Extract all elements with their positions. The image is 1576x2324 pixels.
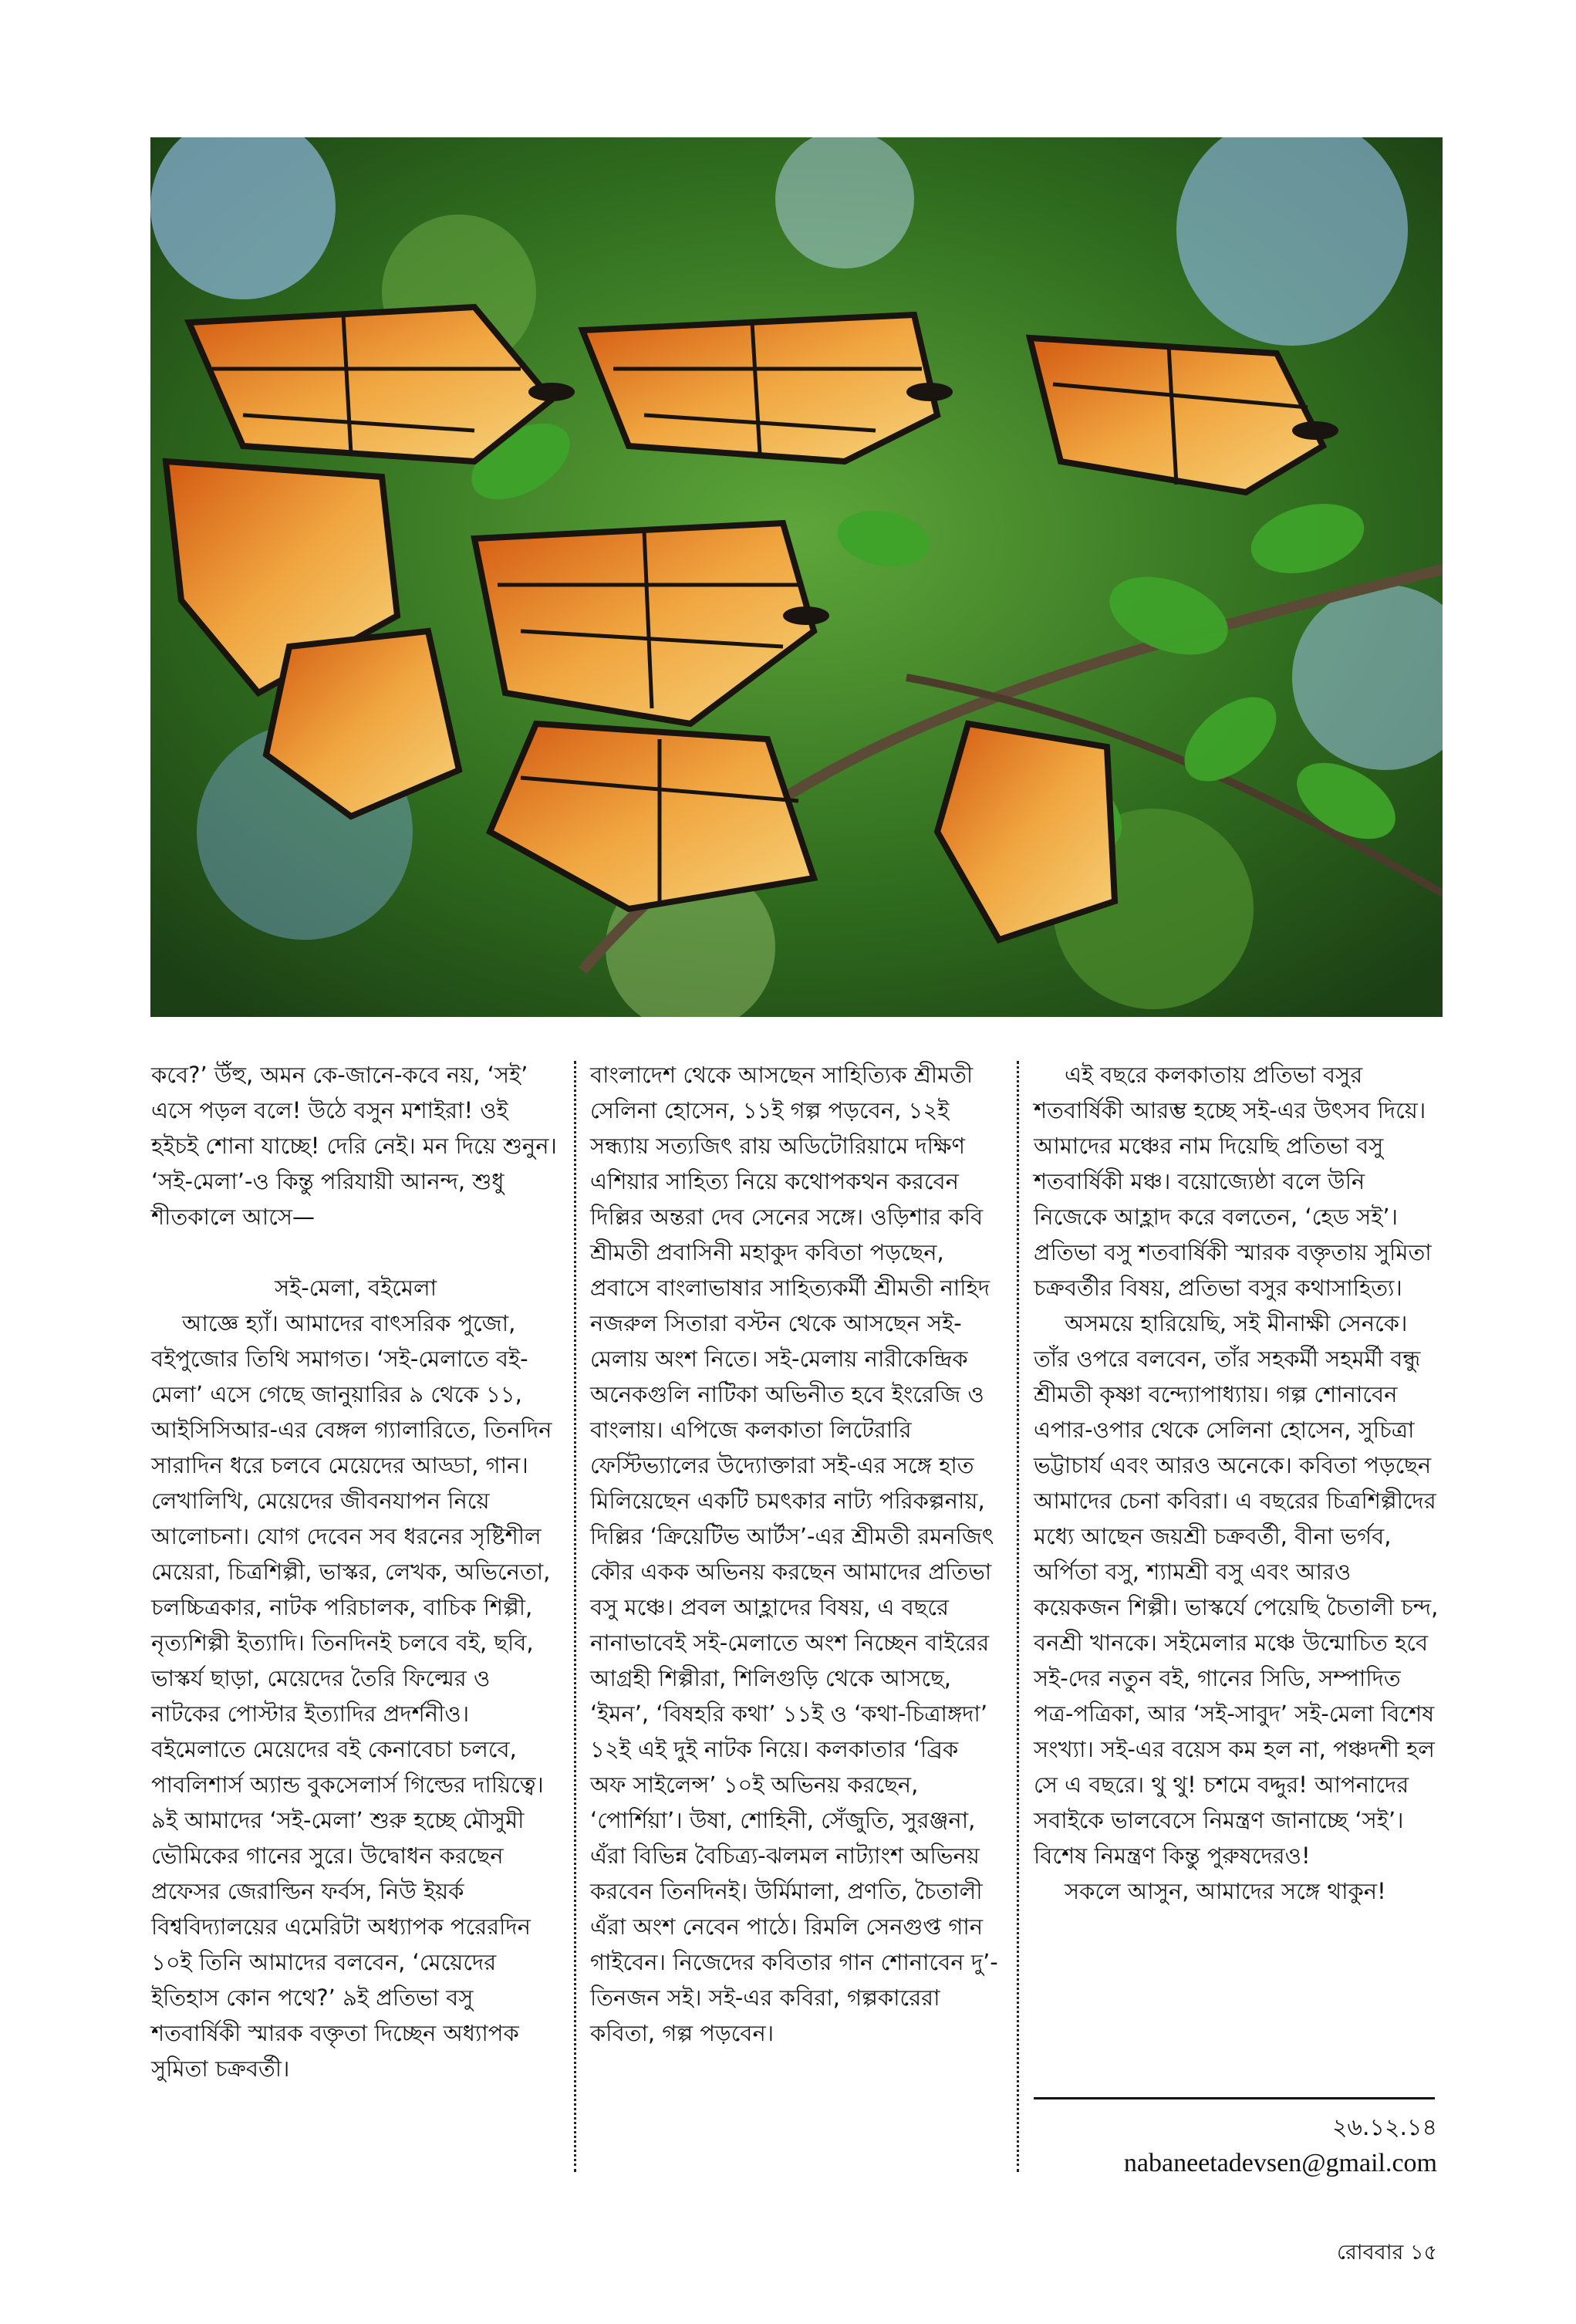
butterflies-photo <box>150 137 1443 1017</box>
signature-rule <box>1034 2097 1435 2099</box>
paragraph: আজ্ঞে হ্যাঁ। আমাদের বাৎসরিক পুজো, বইপুজোর তিথি সমাগত। ‘সই-মেলাতে বই-মেলা’ এসে গেছে জানুয়ারির ৯ থেকে ১১, আইসিসিআর-এর বেঙ্গল গ্যালারিতে, তিনদিন সারাদিন ধরে চলবে মেয়েদের আড্ডা, গান। লেখালিখি, মেয়েদের জীবনযাপন নিয়ে আলোচনা। যোগ দেবেন সব ধরনের সৃষ্টিশীল মেয়েরা, চিত্রশিল্পী, ভাস্কর, লেখক, অভিনেতা, চলচ্চিত্রকার, নাটক পরিচালক, বাচিক শিল্পী, নৃত্যশিল্পী ইত্যাদি। তিনদিনই চলবে বই, ছবি, ভাস্কর্য ছাড়া, মেয়েদের তৈরি ফিল্মের ও নাটকের পোস্টার ইত্যাদির প্রদর্শনীও। বইমেলাতে মেয়েদের বই কেনাবেচা চলবে, পাবলিশার্স অ্যান্ড বুকসেলার্স গিল্ডের দায়িত্বে। ৯ই আমাদের ‘সই-মেলা’ শুরু হচ্ছে মৌসুমী ভৌমিকের গানের সুরে। উদ্বোধন করছেন প্রফেসর জেরাল্ডিন ফর্বস, নিউ ইয়র্ক বিশ্ববিদ্যালয়ের এমেরিটা অধ্যাপক পরেরদিন ১০ই তিনি আমাদের বলবেন, ‘মেয়েদের ইতিহাস কোন পথে?’ ৯ই প্রতিভা বসু শতবার্ষিকী স্মারক বক্তৃতা দিচ্ছেন অধ্যাপক সুমিতা চক্রবর্তী। <box>151 1310 552 2082</box>
closing-line: সকলে আসুন, আমাদের সঙ্গে থাকুন! <box>1065 1878 1386 1904</box>
article-column-2 <box>590 1057 999 2051</box>
article-column-3 <box>1034 1057 1443 1909</box>
page-footer: রোববার ১৫ <box>1337 2241 1437 2265</box>
paragraph: কবে?’ উঁহু, অমন কে-জানে-কবে নয়, ‘সই’ এসে পড়ল বলে! উঠে বসুন মশাইরা! ওই হইচই শোনা যাচ্ছে! দেরি নেই। মন দিয়ে শুনুন। ‘সই-মেলা’-ও কিন্তু পরিযায়ী আনন্দ, শুধু শীতকালে আসে— <box>151 1062 557 1230</box>
author-email: nabaneetadevsen@gmail.com <box>1123 2149 1437 2177</box>
article-date: ২৬.১২.১৪ <box>1332 2114 1437 2141</box>
monarch-butterflies-photo-icon <box>150 137 1443 1017</box>
paragraph: অসময়ে হারিয়েছি, সই মীনাক্ষী সেনকে। তাঁর ওপরে বলবেন, তাঁর সহকর্মী সহমর্মী বন্ধু শ্রীমতী কৃষ্ণা বন্দ্যোপাধ্যায়। গল্প শোনাবেন এপার-ওপার থেকে সেলিনা হোসেন, সুচিত্রা ভট্টাচার্য এবং আরও অনেকে। কবিতা পড়ছেন আমাদের চেনা কবিরা। এ বছরের চিত্রশিল্পীদের মধ্যে আছেন জয়শ্রী চক্রবর্তী, বীনা ভর্গব, অর্পিতা বসু, শ্যামশ্রী বসু এবং আরও কয়েকজন শিল্পী। ভাস্কর্যে পেয়েছি চৈতালী চন্দ, বনশ্রী খানকে। সইমেলার মঞ্চে উন্মোচিত হবে সই-দের নতুন বই, গানের সিডি, সম্পাদিত পত্র-পত্রিকা, আর ‘সই-সাবুদ’ সই-মেলা বিশেষ সংখ্যা। সই-এর বয়েস কম হল না, পঞ্চদশী হল সে এ বছরে। থু থু! চশমে বদ্দুর! আপনাদের সবাইকে ভালবেসে নিমন্ত্রণ জানাচ্ছে ‘সই’। বিশেষ নিমন্ত্রণ কিন্তু পুরুষদেরও! <box>1034 1310 1439 1869</box>
column-divider-left <box>574 1061 576 2172</box>
column-divider-right <box>1017 1061 1019 2172</box>
article-column-1 <box>151 1057 560 2086</box>
paragraph: এই বছরে কলকাতায় প্রতিভা বসুর শতবার্ষিকী আরম্ভ হচ্ছে সই-এর উৎসব দিয়ে। আমাদের মঞ্চের নাম দিয়েছি প্রতিভা বসু শতবার্ষিকী মঞ্চ। বয়োজ্যেষ্ঠা বলে উনি নিজেকে আহ্লাদ করে বলতেন, ‘হেড সই’। প্রতিভা বসু শতবার্ষিকী স্মারক বক্তৃতায় সুমিতা চক্রবর্তীর বিষয়, প্রতিভা বসুর কথাসাহিত্য। <box>1034 1062 1432 1301</box>
paragraph: বাংলাদেশ থেকে আসছেন সাহিত্যিক শ্রীমতী সেলিনা হোসেন, ১১ই গল্প পড়বেন, ১২ই সন্ধ্যায় সত্যজিৎ রায় অডিটোরিয়ামে দক্ষিণ এশিয়ার সাহিত্য নিয়ে কথোপকথন করবেন দিল্লির অন্তরা দেব সেনের সঙ্গে। ওড়িশার কবি শ্রীমতী প্রবাসিনী মহাকুদ কবিতা পড়ছেন, প্রবাসে বাংলাভাষার সাহিত্যকর্মী শ্রীমতী নাহিদ নজরুল সিতারা বস্টন থেকে আসছেন সই-মেলায় অংশ নিতে। সই-মেলায় নারীকেন্দ্রিক অনেকগুলি নাটিকা অভিনীত হবে ইংরেজি ও বাংলায়। এপিজে কলকাতা লিটেরারি ফেস্টিভ্যালের উদ্যোক্তারা সই-এর সঙ্গে হাত মিলিয়েছেন একটি চমৎকার নাট্য পরিকল্পনায়, দিল্লির ‘ক্রিয়েটিভ আর্টস’-এর শ্রীমতী রমনজিৎ কৌর একক অভিনয় করছেন আমাদের প্রতিভা বসু মঞ্চে। প্রবল আহ্লাদের বিষয়, এ বছরে নানাভাবেই সই-মেলাতে অংশ নিচ্ছেন বাইরের আগ্রহী শিল্পীরা, শিলিগুড়ি থেকে আসছে, ‘ইমন’, ‘বিষহরি কথা’ ১১ই ও ‘কথা-চিত্রাঙ্গদা’ ১২ই এই দুই নাটক নিয়ে। কলকাতার ‘ব্রিক অফ সাইলেন্স’ ১০ই অভিনয় করছেন, ‘পোর্শিয়া’। উষা, শোহিনী, সেঁজুতি, সুরঞ্জনা, এঁরা বিভিন্ন বৈচিত্র্য-ঝলমল নাট্যাংশ অভিনয় করবেন তিনদিনই। উর্মিমালা, প্রণতি, চৈতালী এঁরা অংশ নেবেন পাঠে। রিমলি সেনগুপ্ত গান গাইবেন। নিজেদের কবিতার গান শোনাবেন দু’-তিনজন সই। সই-এর কবিরা, গল্পকারেরা কবিতা, গল্প পড়বেন। <box>590 1062 998 2046</box>
section-heading: সই-মেলা, বইমেলা <box>274 1275 437 1301</box>
